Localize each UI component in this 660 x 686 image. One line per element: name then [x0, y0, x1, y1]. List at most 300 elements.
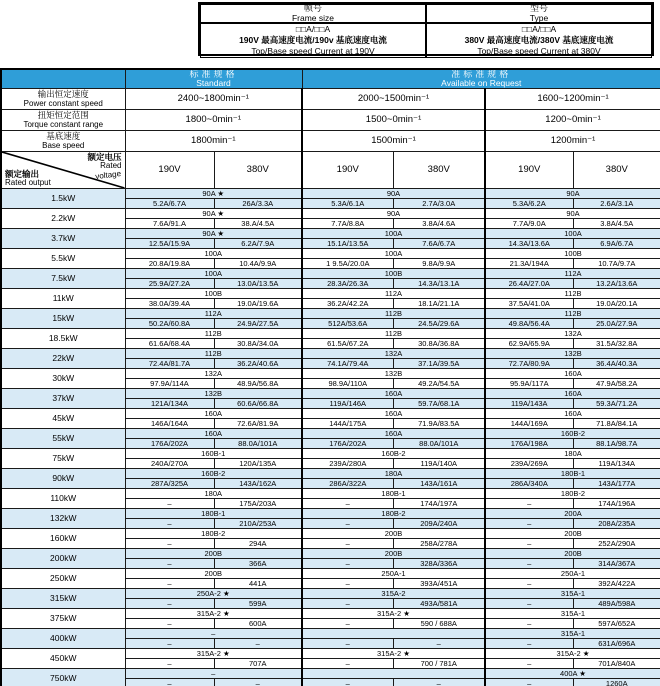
current-value-cell: –	[302, 638, 393, 648]
rated-output-zh: 额定输出	[5, 168, 40, 179]
current-value-cell: –	[302, 538, 393, 548]
rated-output-en: Rated output	[5, 177, 51, 187]
current-value-cell: –	[485, 518, 573, 528]
frame-size-cell: 180A	[485, 448, 660, 458]
speed-range-value: 1600~1200min⁻¹	[485, 88, 660, 109]
frame-size-row	[1, 568, 660, 578]
power-rating-label: 5.5kW	[1, 248, 125, 268]
current-value-cell: 209A/240A	[393, 518, 485, 528]
label-en: Torque constant range	[23, 120, 104, 129]
power-rating-label: 7.5kW	[1, 268, 125, 288]
torque-range-value: 1800~0min⁻¹	[125, 109, 302, 130]
frame-size-header	[200, 4, 426, 23]
current-value-cell: 294A	[214, 538, 302, 548]
frame-size-cell: 200B	[302, 548, 485, 558]
frame-size-cell: 200B	[485, 548, 660, 558]
current-value-cell: –	[214, 678, 302, 686]
current-value-cell: –	[393, 638, 485, 648]
current-value-cell: 30.8A/34.0A	[214, 338, 302, 348]
frame-size-cell: 132A	[302, 348, 485, 358]
current-value-cell: 144A/175A	[302, 418, 393, 428]
standard-label-en: Standard	[196, 78, 231, 88]
frame-size-row	[1, 468, 660, 478]
current-value-cell: 176A/202A	[302, 438, 393, 448]
frame-size-cell: 180B-2	[302, 508, 485, 518]
frame-size-cell: 90A	[302, 188, 485, 198]
power-rating-label: 132kW	[1, 508, 125, 528]
current-value-cell: 88.0A/101A	[393, 438, 485, 448]
frame-size-cell: 100A	[125, 248, 302, 258]
current-value-cell: 258A/278A	[393, 538, 485, 548]
current-value-cell: 143A/162A	[214, 478, 302, 488]
current-value-cell: 590 / 688A	[393, 618, 485, 628]
current-value-cell: 9.8A/9.9A	[393, 258, 485, 268]
current-value-cell: 286A/340A	[485, 478, 573, 488]
current-value-cell: 143A/177A	[573, 478, 660, 488]
power-rating-label: 30kW	[1, 368, 125, 388]
current-value-cell: –	[214, 638, 302, 648]
frame-size-row	[1, 588, 660, 598]
current-value-cell: 210A/253A	[214, 518, 302, 528]
frame-size-row	[1, 548, 660, 558]
frame-size-cell: 160A	[125, 408, 302, 418]
frame-size-cell: 200A	[485, 508, 660, 518]
frame-size-cell: 160A	[302, 388, 485, 398]
frame-size-cell: 315A-2 ★	[302, 648, 485, 658]
base-speed-value: 1500min⁻¹	[302, 130, 485, 151]
label-en: Power constant speed	[23, 99, 103, 108]
request-group-header	[302, 69, 660, 88]
frame-size-cell: 160B-2	[125, 468, 302, 478]
current-value-cell: 493A/581A	[393, 598, 485, 608]
torque-constant-range-label	[1, 109, 125, 130]
rated-voltage-zh: 额定电压	[87, 151, 122, 162]
rated-voltage-en2: voltage	[95, 168, 122, 181]
current-value-cell: 7.6A/6.7A	[393, 238, 485, 248]
current-value-cell: 393A/451A	[393, 578, 485, 588]
frame-size-cell: 160B-1	[125, 448, 302, 458]
current-value-cell: 119A/134A	[573, 458, 660, 468]
current-value-cell: –	[125, 618, 214, 628]
power-rating-label: 55kW	[1, 428, 125, 448]
frame-size-row	[1, 528, 660, 538]
base-speed-value: 1800min⁻¹	[125, 130, 302, 151]
frame-size-cell: 132B	[302, 368, 485, 378]
power-rating-label: 315kW	[1, 588, 125, 608]
frame-size-cell: 200B	[302, 528, 485, 538]
current-value-cell: 2.6A/3.1A	[573, 198, 660, 208]
current-value-cell: 37.1A/39.5A	[393, 358, 485, 368]
power-rating-label: 400kW	[1, 628, 125, 648]
power-constant-speed-row	[1, 88, 660, 109]
current-value-cell: 600A	[214, 618, 302, 628]
rated-voltage-label	[87, 151, 122, 181]
current-value-cell: –	[125, 498, 214, 508]
power-rating-label: 18.5kW	[1, 328, 125, 348]
current-value-cell: –	[125, 518, 214, 528]
frame-size-cell: 100A	[125, 268, 302, 278]
frame-desc-en: Top/Base speed Current at 190V	[251, 46, 375, 56]
type-label-en: Type	[529, 12, 549, 23]
frame-size-cell: 200B	[125, 568, 302, 578]
frame-desc-zh: 190V 最高速度电流/190v 基底速度电流	[239, 35, 387, 45]
current-value-cell: –	[125, 598, 214, 608]
frame-size-row	[1, 208, 660, 218]
current-value-cell: –	[125, 638, 214, 648]
power-rating-label: 750kW	[1, 668, 125, 686]
current-value-cell: 441A	[214, 578, 302, 588]
current-value-cell: 174A/197A	[393, 498, 485, 508]
frame-size-row	[1, 488, 660, 498]
current-value-cell: –	[485, 658, 573, 668]
frame-size-row	[1, 328, 660, 338]
current-value-cell: –	[393, 678, 485, 686]
frame-size-cell: 315A-1	[485, 628, 660, 638]
frame-size-cell: 90A	[485, 188, 660, 198]
frame-size-cell: 160B-2	[485, 428, 660, 438]
current-value-cell: –	[485, 618, 573, 628]
spec-table-body	[1, 188, 660, 686]
current-value-cell: 239A/280A	[302, 458, 393, 468]
frame-size-row	[1, 628, 660, 638]
current-value-cell: 701A/840A	[573, 658, 660, 668]
frame-size-cell: –	[125, 668, 302, 678]
frame-size-cell	[302, 668, 485, 678]
label-en: Base speed	[42, 141, 85, 150]
frame-size-row	[1, 508, 660, 518]
current-value-cell: 19.0A/20.1A	[573, 298, 660, 308]
base-speed-row	[1, 130, 660, 151]
current-value-cell: 143A/161A	[393, 478, 485, 488]
spec-table	[0, 68, 660, 686]
power-rating-label: 2.2kW	[1, 208, 125, 228]
current-value-cell: 119A/143A	[485, 398, 573, 408]
current-value-cell: 59.3A/71.2A	[573, 398, 660, 408]
frame-size-cell: 100B	[485, 248, 660, 258]
current-value-cell: 175A/203A	[214, 498, 302, 508]
frame-size-row	[1, 348, 660, 358]
current-value-cell: 144A/169A	[485, 418, 573, 428]
frame-size-row	[1, 648, 660, 658]
frame-size-cell: 200B	[485, 528, 660, 538]
current-value-cell: –	[485, 638, 573, 648]
current-value-cell: 36.4A/40.3A	[573, 358, 660, 368]
current-value-cell: –	[485, 598, 573, 608]
current-value-cell: 14.3A/13.1A	[393, 278, 485, 288]
frame-size-cell: 315A-1	[485, 588, 660, 598]
current-value-cell: 62.9A/65.9A	[485, 338, 573, 348]
current-value-cell: –	[485, 558, 573, 568]
current-value-cell: 286A/322A	[302, 478, 393, 488]
current-value-cell: 239A/269A	[485, 458, 573, 468]
current-value-cell: 6.9A/6.7A	[573, 238, 660, 248]
torque-range-value: 1500~0min⁻¹	[302, 109, 485, 130]
current-value-cell: 50.2A/60.8A	[125, 318, 214, 328]
current-value-cell: 176A/198A	[485, 438, 573, 448]
current-value-cell: 10.7A/9.7A	[573, 258, 660, 268]
frame-size-cell: 315A-2 ★	[485, 648, 660, 658]
current-value-cell: 252A/290A	[573, 538, 660, 548]
current-value-cell: 25.0A/27.9A	[573, 318, 660, 328]
frame-size-label-zh: 帧号	[303, 3, 322, 14]
current-value-cell: 176A/202A	[125, 438, 214, 448]
current-value-cell: –	[485, 678, 573, 686]
current-value-cell: 1260A	[573, 678, 660, 686]
current-value-cell: 72.4A/81.7A	[125, 358, 214, 368]
frame-size-cell: 112A	[302, 288, 485, 298]
current-value-cell: –	[302, 558, 393, 568]
frame-size-label-en: Frame size	[291, 12, 335, 23]
torque-range-value: 1200~0min⁻¹	[485, 109, 660, 130]
frame-size-description	[200, 23, 426, 58]
frame-size-cell: 315A-1	[485, 608, 660, 618]
label-zh: 输出恒定速度	[37, 89, 89, 99]
current-value-cell: 5.3A/6.1A	[302, 198, 393, 208]
current-value-cell: 7.7A/8.8A	[302, 218, 393, 228]
frame-size-row	[1, 408, 660, 418]
current-value-cell: 5.2A/6.7A	[125, 198, 214, 208]
current-value-cell: 49.8A/56.4A	[485, 318, 573, 328]
frame-size-row	[1, 248, 660, 258]
rated-voltage-en1: Rated	[100, 160, 122, 170]
base-speed-label	[1, 130, 125, 151]
frame-size-cell: 180B-2	[125, 528, 302, 538]
type-desc-zh: 380V 最高速度电流/380V 基底速度电流	[464, 35, 614, 45]
current-value-cell: 13.2A/13.6A	[573, 278, 660, 288]
current-value-cell: 208A/235A	[573, 518, 660, 528]
frame-size-cell: 160A	[485, 388, 660, 398]
base-speed-value: 1200min⁻¹	[485, 130, 660, 151]
frame-size-cell: 100B	[125, 288, 302, 298]
current-value-cell: 13.0A/13.5A	[214, 278, 302, 288]
current-value-cell: 71.8A/84.1A	[573, 418, 660, 428]
frame-size-cell: 400A ★	[485, 668, 660, 678]
frame-size-cell: 315A-2 ★	[302, 608, 485, 618]
frame-size-row	[1, 448, 660, 458]
current-value-cell: 24.9A/27.5A	[214, 318, 302, 328]
current-value-cell: 98.9A/110A	[302, 378, 393, 388]
current-value-cell: 30.8A/36.8A	[393, 338, 485, 348]
current-value-cell: 74.1A/79.4A	[302, 358, 393, 368]
diagonal-header-cell	[1, 151, 125, 188]
current-value-cell: 10.4A/9.9A	[214, 258, 302, 268]
power-rating-label: 22kW	[1, 348, 125, 368]
current-value-cell: 25.9A/27.2A	[125, 278, 214, 288]
frame-size-row	[1, 308, 660, 318]
frame-size-cell: 100B	[302, 268, 485, 278]
power-rating-label: 90kW	[1, 468, 125, 488]
voltage-column-header: 380V	[214, 151, 302, 188]
frame-size-cell: 315A-2	[302, 588, 485, 598]
request-label-zh: 准标准规格	[451, 69, 512, 79]
frame-size-cell: 90A	[485, 208, 660, 218]
current-value-cell: 240A/270A	[125, 458, 214, 468]
frame-size-cell: 160A	[125, 428, 302, 438]
current-value-cell: 24.5A/29.6A	[393, 318, 485, 328]
current-value-cell: 15.1A/13.5A	[302, 238, 393, 248]
frame-size-row	[1, 608, 660, 618]
label-zh: 扭矩恒定范围	[37, 110, 89, 120]
frame-size-cell: 180A	[302, 468, 485, 478]
voltage-header-row	[1, 151, 660, 188]
frame-size-row	[1, 428, 660, 438]
legend-box	[198, 2, 654, 56]
voltage-column-header: 380V	[393, 151, 485, 188]
type-header	[426, 4, 652, 23]
frame-size-cell: 315A-2 ★	[125, 608, 302, 618]
current-value-cell: 14.3A/13.6A	[485, 238, 573, 248]
current-value-cell: 38.0A/39.4A	[125, 298, 214, 308]
current-value-cell: 60.6A/66.8A	[214, 398, 302, 408]
current-value-cell: –	[302, 658, 393, 668]
current-value-cell: 174A/196A	[573, 498, 660, 508]
current-value-cell: 392A/422A	[573, 578, 660, 588]
current-value-cell: –	[125, 558, 214, 568]
frame-code-pattern: □□A/□□A	[295, 24, 331, 34]
current-value-cell: 597A/652A	[573, 618, 660, 628]
power-rating-label: 45kW	[1, 408, 125, 428]
current-value-cell: 88.1A/98.7A	[573, 438, 660, 448]
current-value-cell: 97.9A/114A	[125, 378, 214, 388]
power-rating-label: 450kW	[1, 648, 125, 668]
current-value-cell: 59.7A/68.1A	[393, 398, 485, 408]
speed-range-value: 2000~1500min⁻¹	[302, 88, 485, 109]
current-value-cell: 314A/367A	[573, 558, 660, 568]
frame-size-cell: 315A-2 ★	[125, 648, 302, 658]
frame-size-row	[1, 388, 660, 398]
power-rating-label: 200kW	[1, 548, 125, 568]
speed-range-value: 2400~1800min⁻¹	[125, 88, 302, 109]
current-value-cell: 31.5A/32.8A	[573, 338, 660, 348]
label-zh: 基底速度	[46, 131, 81, 141]
current-value-cell: –	[302, 518, 393, 528]
power-rating-label: 110kW	[1, 488, 125, 508]
frame-size-cell: 160A	[302, 408, 485, 418]
frame-size-cell: 250A-2 ★	[125, 588, 302, 598]
current-value-cell: 707A	[214, 658, 302, 668]
type-code-pattern: □□A/□□A	[521, 24, 557, 34]
current-value-cell: 61.6A/68.4A	[125, 338, 214, 348]
power-rating-label: 75kW	[1, 448, 125, 468]
frame-size-row	[1, 268, 660, 278]
frame-size-cell: 112B	[485, 288, 660, 298]
frame-size-cell: –	[125, 628, 302, 638]
current-value-cell: –	[125, 658, 214, 668]
power-constant-speed-label	[1, 88, 125, 109]
current-value-cell: 119A/146A	[302, 398, 393, 408]
current-value-cell: 489A/598A	[573, 598, 660, 608]
current-value-cell: 328A/336A	[393, 558, 485, 568]
type-desc-en: Top/Base speed Current at 380V	[477, 46, 601, 56]
current-value-cell: 146A/164A	[125, 418, 214, 428]
voltage-column-header: 380V	[573, 151, 660, 188]
frame-size-cell: 250A-1	[485, 568, 660, 578]
current-value-cell: 48.9A/56.8A	[214, 378, 302, 388]
current-value-cell: –	[485, 498, 573, 508]
current-value-cell: 12.5A/15.9A	[125, 238, 214, 248]
current-value-cell: 49.2A/54.5A	[393, 378, 485, 388]
frame-size-cell: 132A	[125, 368, 302, 378]
current-value-cell: 26A/3.3A	[214, 198, 302, 208]
current-value-cell: 47.9A/58.2A	[573, 378, 660, 388]
current-value-cell: 19.0A/19.6A	[214, 298, 302, 308]
frame-size-row	[1, 368, 660, 378]
frame-size-cell: 90A ★	[125, 228, 302, 238]
current-value-cell: 26.4A/27.0A	[485, 278, 573, 288]
standard-label-zh: 标准规格	[189, 69, 238, 79]
current-value-cell: 631A/696A	[573, 638, 660, 648]
voltage-column-header: 190V	[125, 151, 214, 188]
frame-size-cell: 112B	[485, 308, 660, 318]
frame-size-cell: 180B-1	[302, 488, 485, 498]
frame-size-cell: 112B	[125, 328, 302, 338]
current-value-cell: 72.7A/80.9A	[485, 358, 573, 368]
torque-constant-range-row	[1, 109, 660, 130]
frame-size-cell: 180A	[125, 488, 302, 498]
current-value-cell: 7.6A/91.A	[125, 218, 214, 228]
current-value-cell: 6.2A/7.9A	[214, 238, 302, 248]
current-value-cell: 71.9A/83.5A	[393, 418, 485, 428]
frame-size-cell: 100A	[302, 228, 485, 238]
current-value-cell: 700 / 781A	[393, 658, 485, 668]
current-value-cell: 20.8A/19.8A	[125, 258, 214, 268]
frame-size-cell: 100A	[302, 248, 485, 258]
group-header-row	[1, 69, 660, 88]
frame-size-cell: 112A	[125, 308, 302, 318]
current-value-cell: –	[302, 578, 393, 588]
current-value-cell: –	[302, 498, 393, 508]
current-value-cell: 5.3A/6.2A	[485, 198, 573, 208]
frame-size-row	[1, 228, 660, 238]
frame-size-cell: 90A ★	[125, 188, 302, 198]
frame-size-cell: 90A	[302, 208, 485, 218]
frame-size-cell: 160A	[485, 408, 660, 418]
frame-size-cell: 160A	[302, 428, 485, 438]
power-rating-label: 250kW	[1, 568, 125, 588]
current-value-cell: 36.2A/40.6A	[214, 358, 302, 368]
frame-size-cell: 112B	[125, 348, 302, 358]
current-value-cell: –	[125, 538, 214, 548]
current-value-cell: 72.6A/81.9A	[214, 418, 302, 428]
current-value-cell: –	[302, 618, 393, 628]
frame-size-cell: 180B-2	[485, 488, 660, 498]
current-value-cell: 3.8A/4.5A	[573, 218, 660, 228]
power-rating-label: 37kW	[1, 388, 125, 408]
power-rating-label: 375kW	[1, 608, 125, 628]
frame-size-row	[1, 668, 660, 678]
current-value-cell: 3.8A/4.6A	[393, 218, 485, 228]
frame-size-cell: 112B	[302, 308, 485, 318]
current-value-cell: 28.3A/26.3A	[302, 278, 393, 288]
current-value-cell: 7.7A/9.0A	[485, 218, 573, 228]
current-value-cell: 1 9.5A/20.0A	[302, 258, 393, 268]
rated-output-label	[5, 170, 51, 187]
request-label-en: Available on Request	[441, 78, 522, 88]
current-value-cell: 18.1A/21.1A	[393, 298, 485, 308]
frame-size-cell: 160A	[485, 368, 660, 378]
frame-size-cell: 250A-1	[302, 568, 485, 578]
current-value-cell: 95.9A/117A	[485, 378, 573, 388]
current-value-cell: –	[302, 678, 393, 686]
power-rating-label: 160kW	[1, 528, 125, 548]
frame-size-cell: 112B	[302, 328, 485, 338]
voltage-column-header: 190V	[485, 151, 573, 188]
frame-size-cell: 132B	[485, 348, 660, 358]
current-value-cell: 88.0A/101A	[214, 438, 302, 448]
frame-size-cell: 112A	[485, 268, 660, 278]
frame-size-cell: 132A	[485, 328, 660, 338]
current-value-cell: 2.7A/3.0A	[393, 198, 485, 208]
